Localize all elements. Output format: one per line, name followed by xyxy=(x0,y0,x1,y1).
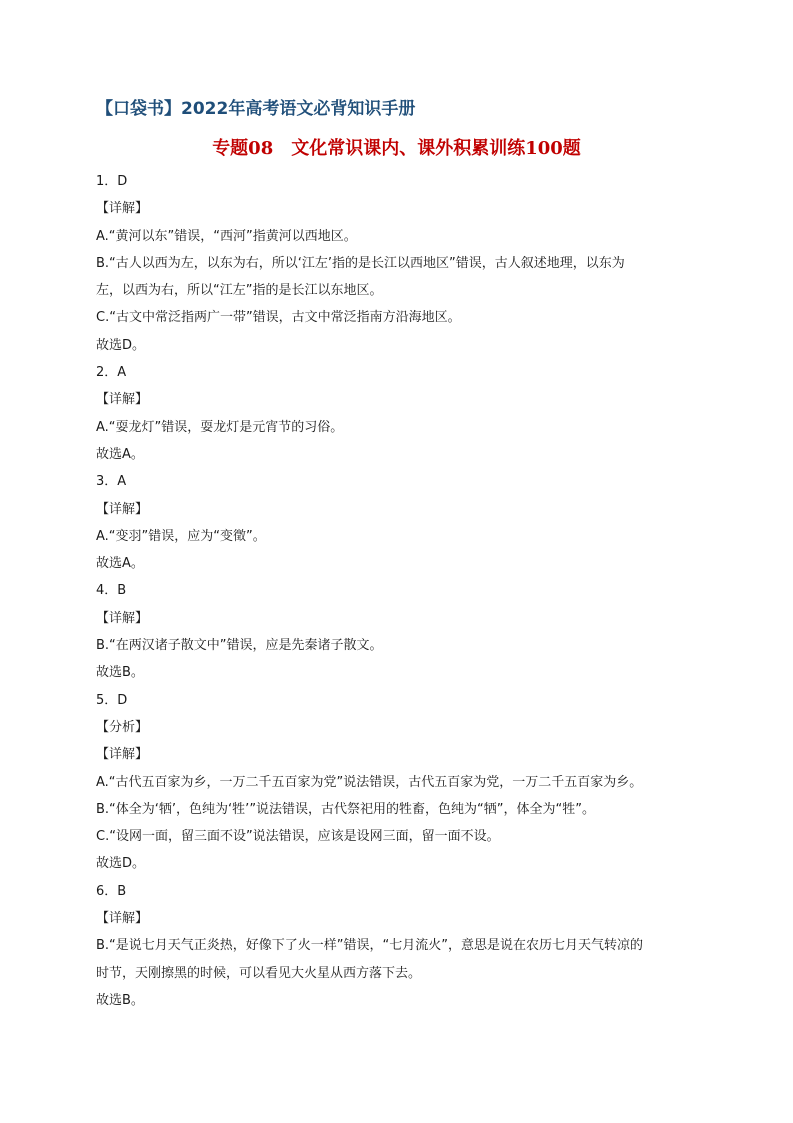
explanation-line: 左，以西为右，所以“江左”指的是长江以东地区。 xyxy=(96,283,383,299)
explanation-line: A.“变羽”错误，应为“变徵”。 xyxy=(96,528,266,544)
answer-line: 故选D。 xyxy=(96,856,146,872)
answer-line: 故选B。 xyxy=(96,992,144,1008)
explanation-line: B.“古人以西为左，以东为右，所以‘江左’指的是长江以西地区”错误，古人叙述地理，以东为 xyxy=(96,255,625,271)
explanation-line: A.“黄河以东”错误，“西河”指黄河以西地区。 xyxy=(96,228,357,244)
question-number: 5．D xyxy=(96,692,128,708)
question-number: 3．A xyxy=(96,474,127,490)
question-number: 2．A xyxy=(96,365,127,381)
answer-content xyxy=(96,168,706,1014)
question-number: 4．B xyxy=(96,583,127,599)
explanation-line: B.“体全为‘牺’，色纯为‘牲’”说法错误，古代祭祀用的牲畜，色纯为“牺”，体全为“牲”。 xyxy=(96,801,595,817)
answer-line: 故选B。 xyxy=(96,665,144,681)
explanation-line: B.“在两汉诸子散文中”错误，应是先秦诸子散文。 xyxy=(96,638,383,654)
explanation-line: C.“古文中常泛指两广一带”错误，古文中常泛指南方沿海地区。 xyxy=(96,310,461,326)
answer-line: 故选A。 xyxy=(96,556,144,572)
question-number: 6．B xyxy=(96,883,127,899)
handbook-title: 【口袋书】2022年高考语文必背知识手册 xyxy=(96,99,416,119)
answer-line: 故选A。 xyxy=(96,446,144,462)
answer-line: 故选D。 xyxy=(96,337,146,353)
explanation-line: C.“设网一面，留三面不设”说法错误，应该是设网三面，留一面不设。 xyxy=(96,829,500,845)
section-label: 【详解】 xyxy=(96,201,149,217)
topic-title: 专题08 文化常识课内、课外积累训练100题 xyxy=(212,138,581,159)
explanation-line: A.“耍龙灯”错误，耍龙灯是元宵节的习俗。 xyxy=(96,419,344,435)
section-label: 【详解】 xyxy=(96,911,149,927)
question-number: 1．D xyxy=(96,174,128,189)
explanation-line: B.“是说七月天气正炎热，好像下了火一样”错误，“七月流火”，意思是说在农历七月天气转凉的 xyxy=(96,938,643,954)
section-label: 【详解】 xyxy=(96,501,149,517)
explanation-line: 时节，天刚擦黑的时候，可以看见大火星从西方落下去。 xyxy=(96,965,422,981)
section-label: 【分析】 xyxy=(96,719,149,735)
section-label: 【详解】 xyxy=(96,747,149,763)
section-label: 【详解】 xyxy=(96,610,149,626)
section-label: 【详解】 xyxy=(96,392,149,408)
explanation-line: A.“古代五百家为乡，一万二千五百家为党”说法错误，古代五百家为党，一万二千五百家为乡。 xyxy=(96,774,643,790)
